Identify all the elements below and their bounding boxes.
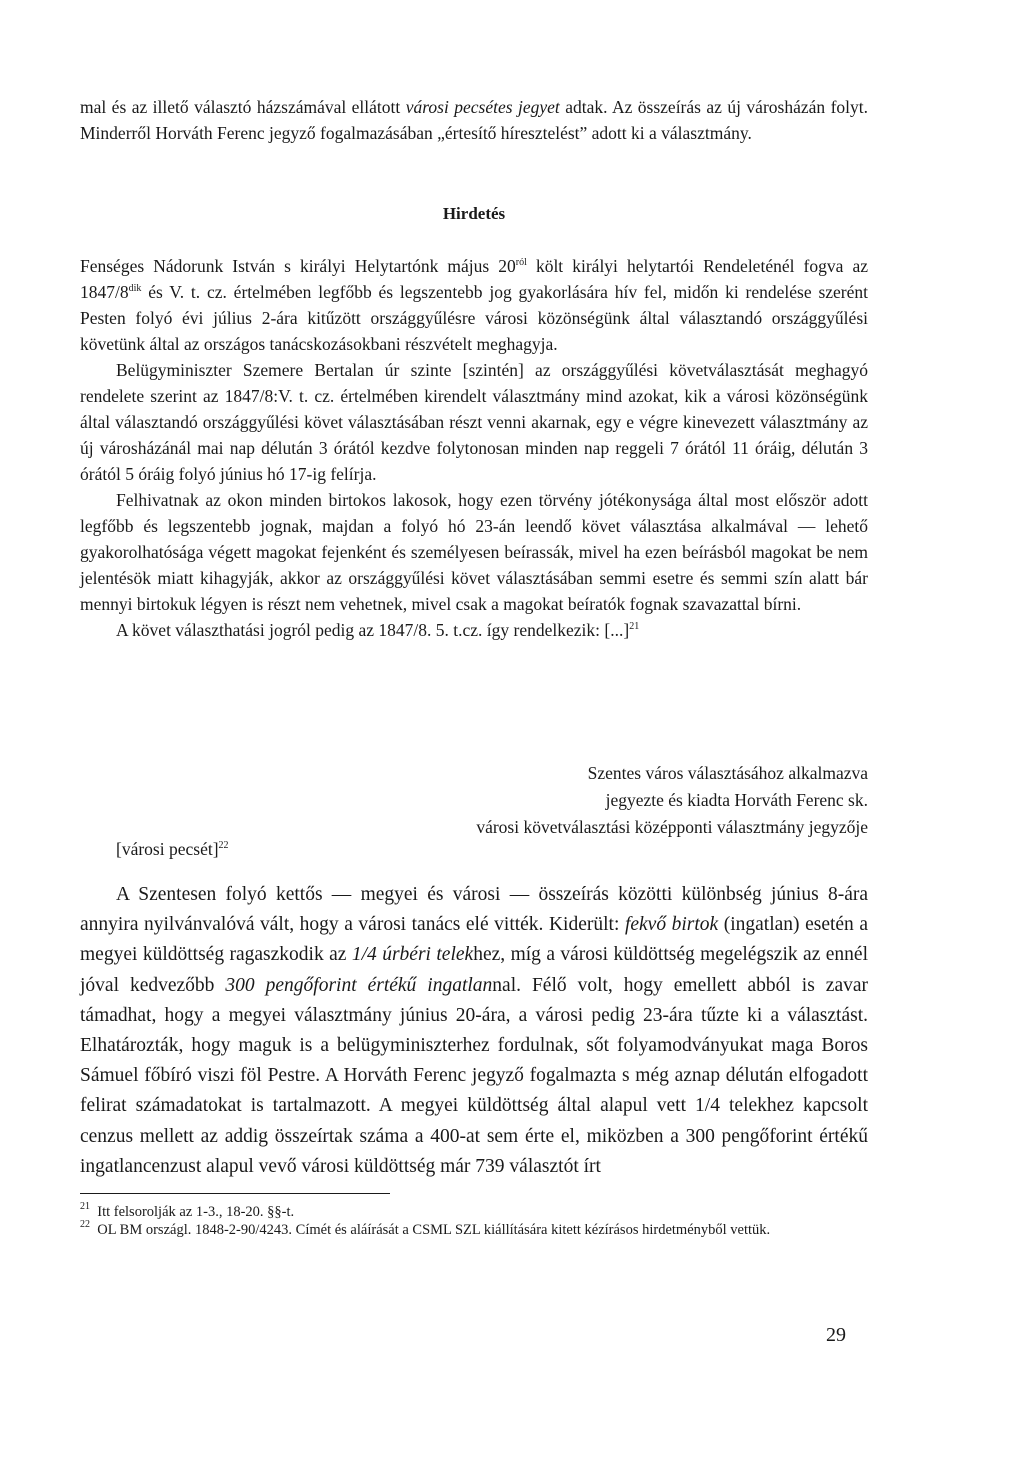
main-text-a: A Szentesen folyó kettős — megyei és városi — összeírás közötti különbség június 8-ára annyira nyilvánvalóvá vált, hogy a városi tanács elé vitték. Kiderült: [80,884,868,936]
notice-paragraph-2: Belügyminiszter Szemere Bertalan úr szinte [szintén] az országgyűlési követválasztását meghagyó rendelete szerint az 1847/8:V. t. cz. értelmében kirendelt választmány mind azokat, kik a városi közönségünk által választandó országgyűlési követ választásában részt venni akarnak, egy e végre kinevezett választmány az új városházánál mai nap délután 3 órától kezdve folytonosan minden nap reggeli 7 órától 11 óráig, délután 3 órától 5 óráig folyó június hó 17-ig felírja. [80,360,868,484]
main-italic-1: fekvő birtok [624,914,719,936]
footnote-ref-21: 21 [629,621,640,632]
intro-text-b: adtak. Az összeírás az új városházán folyt. Minderről Horváth Ferenc jegyző fogalmazásában „értesítő híresztelést” adott ki a választmány. [80,97,868,143]
main-block [80,880,868,1182]
seal-text: [városi pecsét] [116,839,219,859]
intro-paragraph [80,94,868,146]
footnote-22 [80,1221,868,1239]
footnote-22-text: OL BM országl. 1848-2-90/4243. Címét és aláírását a CSML SZL kiállítására kitett kézírásos hirdetményből vettük. [97,1222,771,1238]
main-italic-2: 1/4 úrbéri telek [351,944,474,966]
signature-line-1: Szentes város választásához alkalmazva [587,763,868,783]
signature-line-2: jegyezte és kiadta Horváth Ferenc sk. [605,790,868,810]
footnote-22-number: 22 [80,1219,90,1230]
footnote-divider [80,1193,390,1194]
seal-note [116,838,229,860]
footnote-21-text: Itt felsorolják az 1-3., 18-20. §§-t. [97,1204,295,1220]
intro-italic: városi pecsétes jegyet [405,97,560,117]
footnote-ref-22: 22 [218,840,229,851]
main-italic-3: 300 pengőforint értékű ingatlan [225,974,493,996]
signature-line-3: városi követválasztási középponti választmány jegyzője [476,817,868,837]
main-paragraph [80,880,868,1182]
footnote-21-number: 21 [80,1201,90,1212]
notice-paragraph-1 [80,253,868,357]
page-number: 29 [826,1324,846,1346]
footnotes [80,1193,868,1239]
footnote-21 [80,1203,868,1221]
intro-block [80,94,868,146]
signature-block [476,760,868,841]
notice-p1-a: Fenséges Nádorunk István s királyi Helytartónk május 20 [80,256,516,276]
notice-paragraph-3: Felhivatnak az okon minden birtokos lakosok, hogy ezen törvény jótékonysága által most először adott legfőbb és legszentebb jognak, majdan a folyó hó 23-án leendő követ választása alkalmával — lehető gyakorolhatósága végett magokat fejenként és személyesen beírassák, mivel ha ezen beírásból magokat be nem jelentésök miatt kihagyják, akkor az országgyűlési követ választásában semmi esetre és semmi szín alatt bár mennyi birtokuk légyen is részt nem vehetnek, mivel csak a magokat beíratók fognak szavazattal bírni. [80,490,868,614]
notice-p1-b: költ királyi helytartói Rendeleténél fogva az 1847/8 [80,256,868,302]
main-text-c: hez, míg a városi küldöttség megelégszik az ennél jóval kedvezőbb [80,944,869,996]
notice-body [80,253,868,643]
notice-p1-sup2: dik [128,283,142,294]
notice-p4-text: A követ választhatási jogról pedig az 1847/8. 5. t.cz. így rendelkezik: [...] [116,620,630,640]
intro-text-a: mal és az illető választó házszámával ellátott [80,97,406,117]
main-text-d: nal. Félő volt, hogy emellett abból is zavar támadhat, hogy a megyei választmány június 20-ára, a városi pedig 23-ára tűzte ki a választást. Elhatározták, hogy maguk is a belügyminiszterhez fordulnak, sőt folyamodványukat maga Boros Sámuel főbíró viszi föl Pestre. A Horváth Ferenc jegyző fogalmazta s még aznap délután elfogadott felirat számadatokat is tartalmazott. A megyei küldöttség által alapul vett 1/4 telekhez kapcsolt cenzus mellett az addig összeírtak száma a 400-at sem érte el, miközben a 300 pengőforint értékű ingatlancenzust alapul vevő városi küldöttség már 739 választót írt [80,974,868,1177]
notice-title: Hirdetés [442,204,506,223]
main-text-b: (ingatlan) esetén a megyei küldöttség ragaszkodik az [80,914,869,966]
notice-p1-c: és V. t. cz. értelmében legfőbb és legszentebb jog gyakorlására hív fel, midőn ki rendelése szerént Pesten folyó évi július 2-ára kitűzött országgyűlésre városi közönségünk által választandó országgyűlési követünk által az országos tanácskozásokbani részvételt meghagyja. [80,282,868,354]
notice-paragraph-4 [80,617,868,643]
notice-p1-sup1: ról [515,257,527,268]
